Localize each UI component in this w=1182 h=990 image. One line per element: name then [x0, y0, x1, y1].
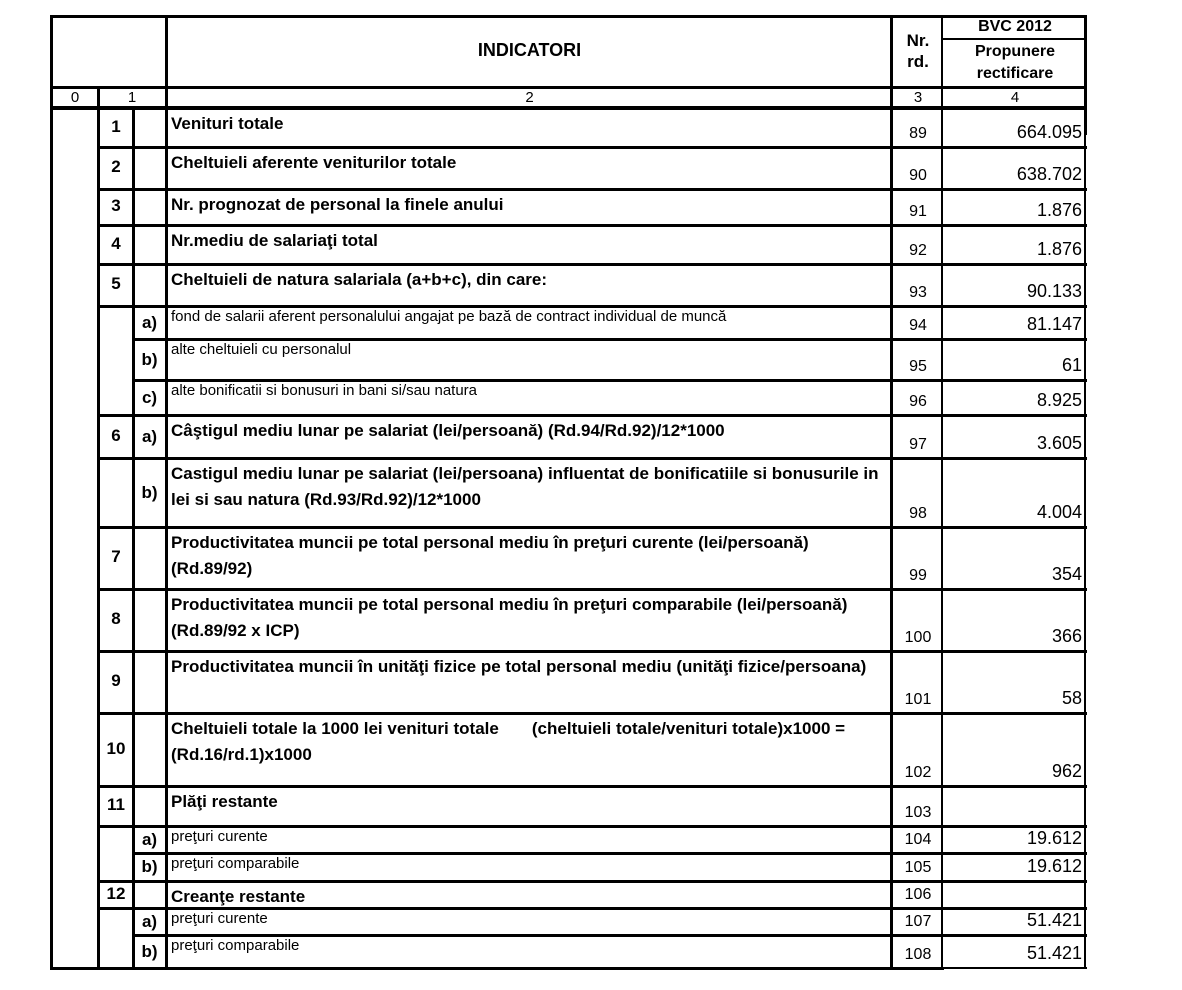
grid-line-horizontal	[132, 305, 1087, 308]
row-letter: b)	[141, 349, 158, 369]
grid-line-horizontal	[941, 967, 1087, 969]
row-nr-rd: 105	[904, 859, 932, 876]
row-nr-rd: 103	[904, 804, 932, 821]
grid-line-horizontal	[132, 852, 1087, 855]
row-value: 638.702	[1016, 164, 1082, 184]
grid-line-horizontal	[97, 146, 1087, 149]
grid-line-vertical	[97, 108, 100, 970]
grid-line-horizontal	[97, 224, 1087, 227]
row-indicator-label: Cheltuieli de natura salariala (a+b+c), din care:	[171, 270, 548, 289]
row-indicator-label: Productivitatea muncii pe total personal mediu în preţuri comparabile (lei/persoană)(Rd.89/92 x ICP)	[171, 595, 848, 640]
row-indicator-label: alte cheltuieli cu personalul	[171, 341, 352, 358]
row-value: 1.876	[1036, 239, 1082, 259]
row-nr-rd: 91	[909, 203, 927, 220]
grid-line-horizontal	[50, 86, 1087, 89]
row-value: 19.612	[1026, 828, 1082, 848]
row-number: 8	[111, 609, 121, 628]
grid-line-horizontal	[97, 263, 1087, 266]
row-nr-rd: 100	[904, 629, 932, 646]
row-value: 19.612	[1026, 856, 1082, 876]
header-bvc-2012: BVC 2012	[978, 18, 1052, 35]
row-indicator-label: Productivitatea muncii în unităţi fizice pe total personal mediu (unităţi fizice/persoana)	[171, 657, 867, 676]
index-col-0: 0	[70, 89, 80, 106]
index-col-4: 4	[1010, 89, 1020, 106]
grid-line-vertical	[1084, 108, 1086, 968]
grid-line-horizontal	[132, 338, 1087, 341]
row-nr-rd: 98	[909, 505, 927, 522]
row-indicator-label: preţuri comparabile	[171, 855, 300, 872]
grid-line-horizontal	[132, 379, 1087, 382]
row-nr-rd: 101	[904, 691, 932, 708]
row-nr-rd: 93	[909, 284, 927, 301]
row-indicator-label: Productivitatea muncii pe total personal mediu în preţuri curente (lei/persoană)(Rd.89/92)	[171, 533, 809, 578]
row-number: 1	[111, 116, 121, 136]
row-value: 58	[1061, 688, 1082, 708]
grid-line-horizontal	[97, 907, 133, 910]
row-value: 354	[1051, 564, 1082, 584]
grid-line-horizontal	[97, 457, 1087, 460]
grid-line-horizontal	[97, 880, 1087, 883]
grid-line-horizontal	[97, 785, 1087, 788]
row-nr-rd: 106	[904, 886, 932, 903]
row-number: 7	[111, 547, 121, 566]
row-indicator-label: preţuri curente	[171, 910, 268, 927]
row-value: 4.004	[1036, 502, 1082, 522]
row-nr-rd: 107	[904, 913, 932, 930]
row-value: 81.147	[1026, 314, 1082, 334]
row-nr-rd: 94	[909, 317, 927, 334]
row-number: 2	[111, 157, 121, 176]
row-indicator-label: Castigul mediu lunar pe salariat (lei/persoana) influentat de bonificatiile si bonusurile in lei si sau natura (Rd.93/Rd.92)/12*1000	[171, 464, 879, 509]
row-nr-rd: 108	[904, 946, 932, 963]
row-letter: b)	[141, 482, 158, 502]
grid-line-vertical	[132, 108, 135, 970]
grid-line-horizontal	[943, 38, 1086, 40]
row-value: 51.421	[1026, 943, 1082, 963]
row-nr-rd: 102	[904, 764, 932, 781]
grid-line-horizontal	[132, 934, 1087, 937]
row-letter: a)	[141, 426, 158, 446]
grid-line-horizontal	[97, 414, 1087, 417]
row-number: 12	[106, 883, 126, 903]
row-value: 1.876	[1036, 200, 1082, 220]
row-letter: c)	[141, 387, 158, 407]
row-number: 11	[107, 795, 125, 814]
row-number: 4	[111, 233, 121, 253]
row-indicator-label: Cheltuieli aferente veniturilor totale	[171, 153, 457, 172]
row-nr-rd: 89	[909, 125, 927, 142]
row-number: 5	[111, 274, 121, 293]
header-indicatori: INDICATORI	[477, 40, 582, 60]
row-nr-rd: 92	[909, 242, 927, 259]
grid-line-horizontal	[97, 305, 133, 308]
row-number: 3	[111, 196, 121, 215]
row-nr-rd: 97	[909, 436, 927, 453]
row-indicator-label: Nr. prognozat de personal la finele anului	[171, 195, 504, 214]
row-nr-rd: 104	[904, 831, 932, 848]
index-col-3: 3	[913, 89, 923, 106]
row-nr-rd: 96	[909, 393, 927, 410]
row-indicator-label: Plăţi restante	[171, 792, 278, 811]
row-letter: a)	[141, 911, 158, 931]
grid-line-horizontal	[50, 967, 944, 970]
grid-line-horizontal	[132, 907, 1087, 910]
header-nr-rd-line1: Nr.	[906, 31, 930, 50]
index-col-2: 2	[525, 89, 534, 106]
row-indicator-label: Venituri totale	[171, 114, 284, 133]
row-nr-rd: 95	[909, 358, 927, 375]
row-nr-rd: 99	[909, 567, 927, 584]
row-value: 664.095	[1016, 122, 1082, 142]
row-number: 6	[111, 425, 121, 445]
row-indicator-label: preţuri comparabile	[171, 937, 300, 954]
row-value: 90.133	[1026, 281, 1082, 301]
grid-line-horizontal	[50, 15, 1087, 18]
row-nr-rd: 90	[909, 167, 927, 184]
grid-line-horizontal	[97, 526, 1087, 529]
row-indicator-label: Câştigul mediu lunar pe salariat (lei/persoană) (Rd.94/Rd.92)/12*1000	[171, 421, 725, 440]
row-number: 10	[106, 738, 126, 758]
header-rectificare: rectificare	[976, 65, 1054, 82]
grid-line-horizontal	[97, 650, 1087, 653]
row-letter: b)	[141, 941, 158, 961]
row-value: 962	[1051, 761, 1082, 781]
grid-line-horizontal	[97, 712, 1087, 715]
header-propunere: Propunere	[974, 43, 1055, 60]
row-value: 8.925	[1036, 390, 1082, 410]
grid-line-horizontal	[132, 825, 1087, 828]
row-indicator-label: Cheltuieli totale la 1000 lei venituri totale (cheltuieli totale/venituri totale)x1000 =(Rd.16/rd.1)x1000	[171, 719, 846, 764]
grid-line-horizontal	[97, 588, 1087, 591]
row-letter: a)	[141, 312, 158, 332]
header-nr-rd-line2: rd.	[907, 52, 929, 71]
row-number: 9	[111, 671, 121, 690]
row-indicator-label: fond de salarii aferent personalului angajat pe bază de contract individual de muncă	[171, 308, 727, 325]
row-value: 61	[1061, 355, 1082, 375]
row-letter: b)	[141, 857, 158, 876]
grid-line-horizontal	[50, 106, 1087, 110]
grid-line-horizontal	[97, 188, 1087, 191]
row-indicator-label: preţuri curente	[171, 828, 268, 845]
grid-line-vertical	[97, 86, 100, 108]
row-value: 3.605	[1036, 433, 1082, 453]
row-letter: a)	[141, 829, 158, 849]
grid-line-vertical	[50, 15, 53, 970]
row-indicator-label: Creanţe restante	[171, 887, 306, 906]
row-value: 366	[1051, 626, 1082, 646]
row-indicator-label: Nr.mediu de salariaţi total	[171, 231, 378, 250]
row-value: 51.421	[1026, 910, 1082, 930]
row-indicator-label: alte bonificatii si bonusuri in bani si/sau natura	[171, 382, 478, 399]
grid-line-horizontal	[97, 825, 133, 828]
index-col-1: 1	[127, 89, 137, 106]
